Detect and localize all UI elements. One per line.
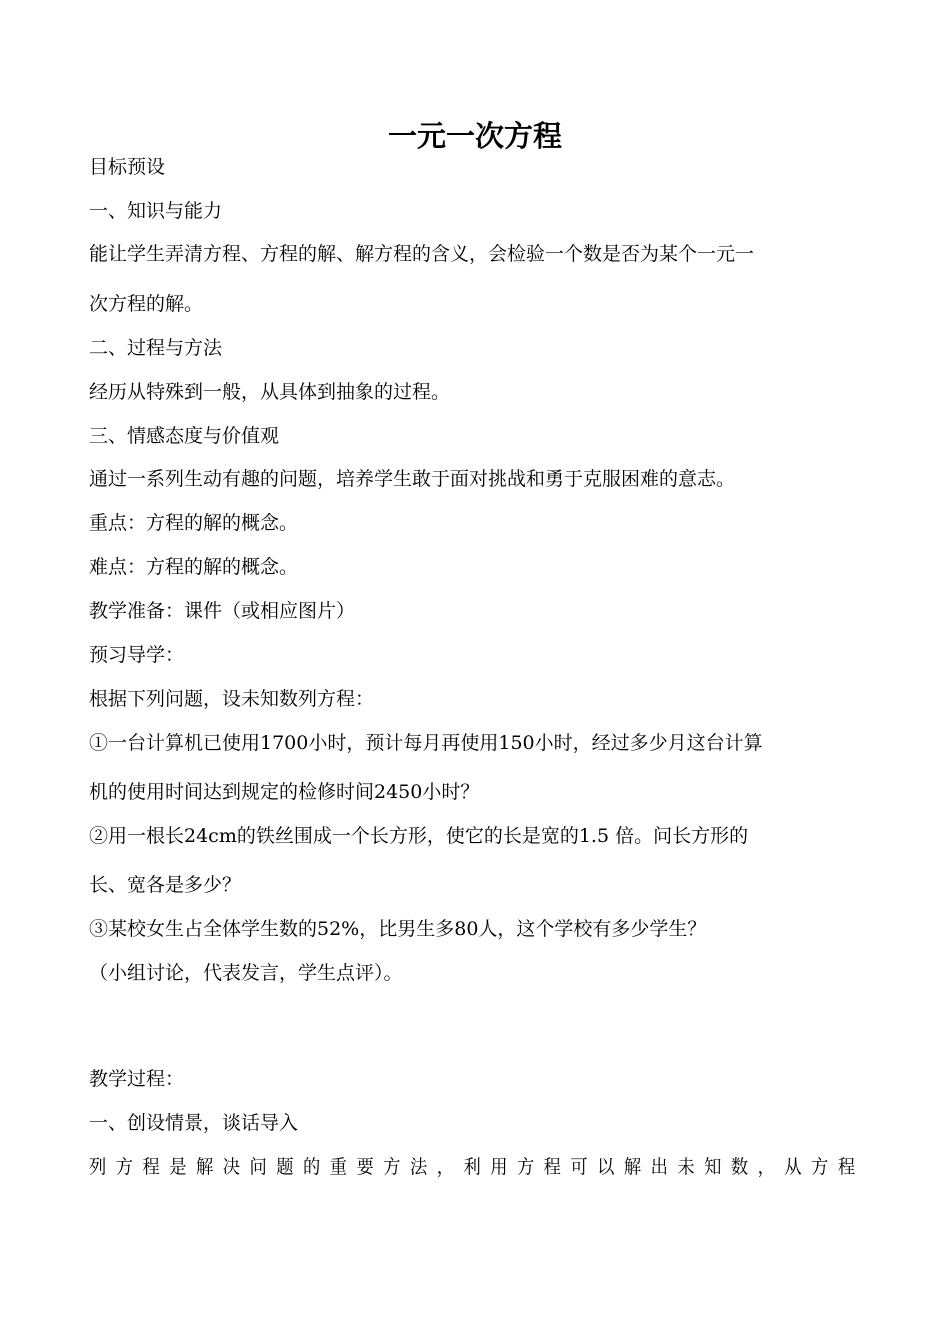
document-title: 一元一次方程: [387, 119, 562, 153]
heading-teaching-process: 教学过程：: [89, 1068, 185, 1090]
preview-instruction: 根据下列问题，设未知数列方程：: [89, 688, 375, 710]
problem-2-line-2: 长、宽各是多少？: [89, 874, 242, 896]
key-point: 重点：方程的解的概念。: [89, 512, 299, 534]
paragraph-process: 经历从特殊到一般，从具体到抽象的过程。: [89, 381, 451, 403]
paragraph-knowledge-line-1: 能让学生弄清方程、方程的解、解方程的含义，会检验一个数是否为某个一元一: [89, 243, 755, 265]
paragraph-attitude: 通过一系列生动有趣的问题，培养学生敢于面对挑战和勇于克服困难的意志。: [89, 468, 736, 490]
paragraph-introduction: 列方程是解决问题的重要方法，利用方程可以解出未知数，从方程: [89, 1156, 865, 1178]
section-heading-process: 二、过程与方法: [89, 337, 223, 359]
section-heading-knowledge: 一、知识与能力: [89, 200, 223, 222]
difficult-point: 难点：方程的解的概念。: [89, 556, 299, 578]
problem-3: ③某校女生占全体学生数的52%，比男生多80人，这个学校有多少学生？: [89, 918, 707, 940]
paragraph-knowledge-line-2: 次方程的解。: [89, 293, 204, 315]
problem-2-line-1: ②用一根长24cm的铁丝围成一个长方形，使它的长是宽的1.5 倍。问长方形的: [89, 825, 749, 847]
problem-1-line-1: ①一台计算机已使用1700小时，预计每月再使用150小时，经过多少月这台计算: [89, 732, 763, 754]
section-heading-attitude: 三、情感态度与价值观: [89, 425, 280, 447]
discussion-note: （小组讨论，代表发言，学生点评）。: [89, 962, 403, 984]
heading-preview: 预习导学：: [89, 644, 185, 666]
teaching-preparation: 教学准备：课件（或相应图片）: [89, 600, 356, 622]
section-heading-introduction: 一、创设情景，谈话导入: [89, 1112, 299, 1134]
problem-1-line-2: 机的使用时间达到规定的检修时间2450小时？: [89, 781, 480, 803]
heading-goals: 目标预设: [89, 156, 166, 178]
